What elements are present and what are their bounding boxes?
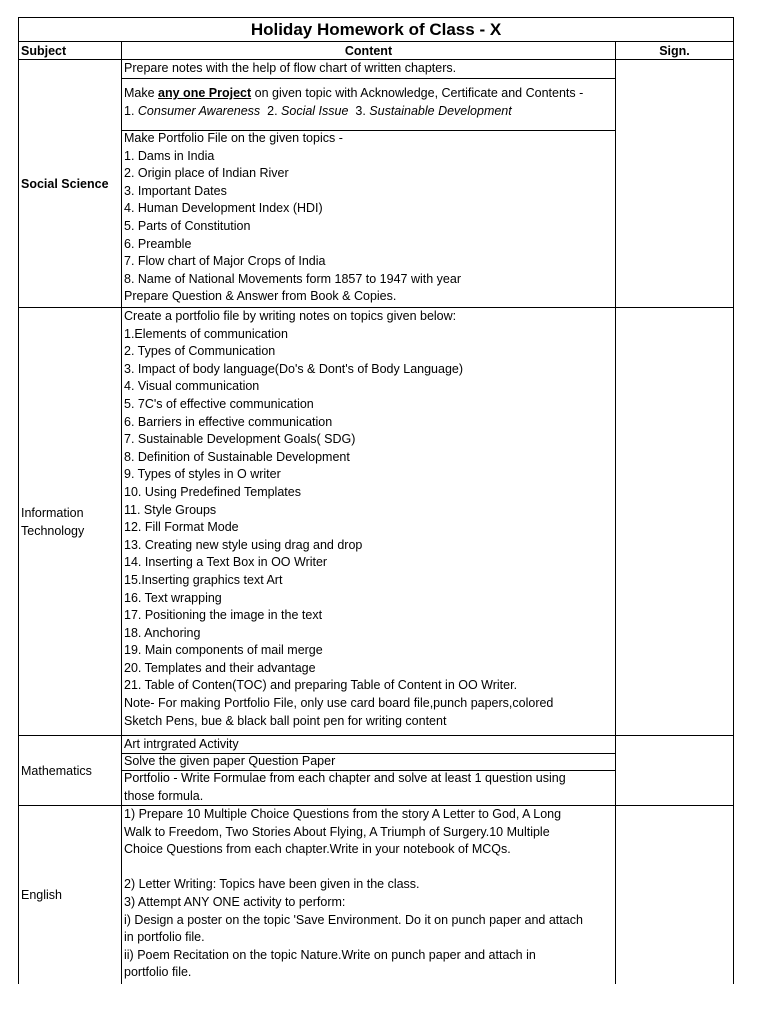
ss-portfolio-line: Prepare Question & Answer from Book & Copies.: [124, 289, 397, 304]
it-line: Sketch Pens, bue & black ball point pen for writing content: [124, 713, 447, 728]
ss-portfolio-line: 2. Origin place of Indian River: [124, 166, 289, 181]
mathematics-content: [122, 736, 615, 805]
ss-project-emphasis: any one Project: [158, 86, 252, 100]
subject-social-science: Social Science: [18, 60, 122, 307]
it-line: 9. Types of styles in O writer: [124, 467, 281, 482]
homework-sheet: [18, 17, 734, 1024]
math-portfolio-line: Portfolio - Write Formulae from each chapter and solve at least 1 question using: [124, 771, 566, 785]
social-science-content: [122, 60, 615, 307]
it-line: 12. Fill Format Mode: [124, 520, 239, 535]
subject-header: Subject: [18, 42, 122, 59]
it-line: 20. Templates and their advantage: [124, 660, 316, 675]
it-line: 7. Sustainable Development Goals( SDG): [124, 432, 356, 447]
it-line: 2. Types of Communication: [124, 344, 276, 359]
english-task-list: [122, 806, 615, 982]
ss-project-task: [122, 85, 615, 120]
english-line: i) Design a poster on the topic 'Save Environment. Do it on punch paper and attach: [124, 912, 583, 927]
it-task-list: [122, 308, 615, 730]
it-line: Create a portfolio file by writing notes on topics given below:: [124, 309, 457, 323]
math-portfolio-line: those formula.: [124, 788, 204, 803]
it-line: 16. Text wrapping: [124, 590, 222, 605]
english-line: in portfolio file.: [124, 930, 205, 945]
it-line: 6. Barriers in effective communication: [124, 414, 333, 429]
sign-cell: [615, 308, 734, 735]
it-line: 18. Anchoring: [124, 625, 201, 640]
math-art-task: Art intrgrated Activity: [124, 737, 239, 751]
english-line: 1) Prepare 10 Multiple Choice Questions from the story A Letter to God, A Long: [124, 807, 562, 821]
ss-project-prefix: Make: [124, 86, 159, 100]
it-content: [122, 308, 615, 735]
ss-portfolio-line: 3. Important Dates: [124, 183, 227, 198]
ss-notes-task: Prepare notes with the help of flow chart of written chapters.: [124, 61, 457, 75]
math-paper-task: Solve the given paper Question Paper: [124, 754, 336, 768]
ss-portfolio-task: [122, 130, 615, 306]
subject-information-technology: [18, 308, 122, 735]
english-line: [124, 859, 615, 877]
ss-project-n3: 3.: [348, 103, 370, 118]
it-line: 11. Style Groups: [124, 502, 217, 517]
it-line: 8. Definition of Sustainable Development: [124, 449, 350, 464]
it-line: 5. 7C's of effective communication: [124, 396, 314, 411]
social-science-row: [18, 60, 734, 307]
it-line: 21. Table of Conten(TOC) and preparing Table of Content in OO Writer.: [124, 678, 518, 693]
ss-project-n2: 2.: [260, 103, 282, 118]
ss-portfolio-line: 8. Name of National Movements form 1857 to 1947 with year: [124, 271, 461, 286]
ss-project-topic-2: Social Issue: [281, 103, 349, 118]
ss-portfolio-line: 1. Dams in India: [124, 148, 215, 163]
ss-portfolio-line: 7. Flow chart of Major Crops of India: [124, 254, 326, 269]
it-line: 19. Main components of mail merge: [124, 643, 323, 658]
ss-portfolio-line: 4. Human Development Index (HDI): [124, 201, 323, 216]
ss-portfolio-line: 5. Parts of Constitution: [124, 218, 251, 233]
content-header: Content: [344, 44, 393, 58]
english-content: [122, 806, 615, 984]
it-line: 10. Using Predefined Templates: [124, 484, 301, 499]
sign-header: Sign.: [615, 42, 734, 59]
english-line: Walk to Freedom, Two Stories About Flying, A Triumph of Surgery.10 Multiple: [124, 824, 550, 839]
english-line: portfolio file.: [124, 965, 192, 980]
it-line: 14. Inserting a Text Box in OO Writer: [124, 555, 328, 570]
header-row: [18, 42, 734, 59]
sign-cell: [615, 806, 734, 984]
divider: [122, 78, 615, 79]
it-line: 4. Visual communication: [124, 379, 260, 394]
it-line: 17. Positioning the image in the text: [124, 608, 323, 623]
sign-cell: [615, 736, 734, 805]
it-line: 13. Creating new style using drag and drop: [124, 537, 363, 552]
ss-project-n1: 1.: [124, 103, 138, 118]
it-line: Note- For making Portfolio File, only use card board file,punch papers,colored: [124, 696, 554, 711]
english-line: 3) Attempt ANY ONE activity to perform:: [124, 894, 346, 909]
it-subject-line-2: Technology: [21, 523, 85, 538]
it-row: [18, 308, 734, 735]
it-subject-line-1: Information: [21, 505, 84, 520]
english-row: [18, 806, 734, 984]
ss-portfolio-line: 6. Preamble: [124, 236, 192, 251]
english-line: Choice Questions from each chapter.Write in your notebook of MCQs.: [124, 842, 511, 857]
ss-project-topic-3: Sustainable Development: [369, 103, 512, 118]
english-line: 2) Letter Writing: Topics have been given in the class.: [124, 877, 420, 892]
sheet-title: Holiday Homework of Class - X: [18, 17, 734, 42]
ss-project-topic-1: Consumer Awareness: [137, 103, 261, 118]
sign-cell: [615, 60, 734, 307]
ss-project-rest: on given topic with Acknowledge, Certificate and Contents -: [251, 86, 584, 100]
subject-english: English: [18, 806, 122, 984]
english-line: ii) Poem Recitation on the topic Nature.Write on punch paper and attach in: [124, 947, 536, 962]
it-line: 3. Impact of body language(Do's & Dont's of Body Language): [124, 361, 464, 376]
it-line: 1.Elements of communication: [124, 326, 288, 341]
math-portfolio-task: [122, 770, 615, 805]
ss-portfolio-line: Make Portfolio File on the given topics -: [124, 131, 343, 145]
mathematics-row: [18, 736, 734, 805]
subject-mathematics: Mathematics: [18, 736, 122, 805]
it-line: 15.Inserting graphics text Art: [124, 572, 283, 587]
